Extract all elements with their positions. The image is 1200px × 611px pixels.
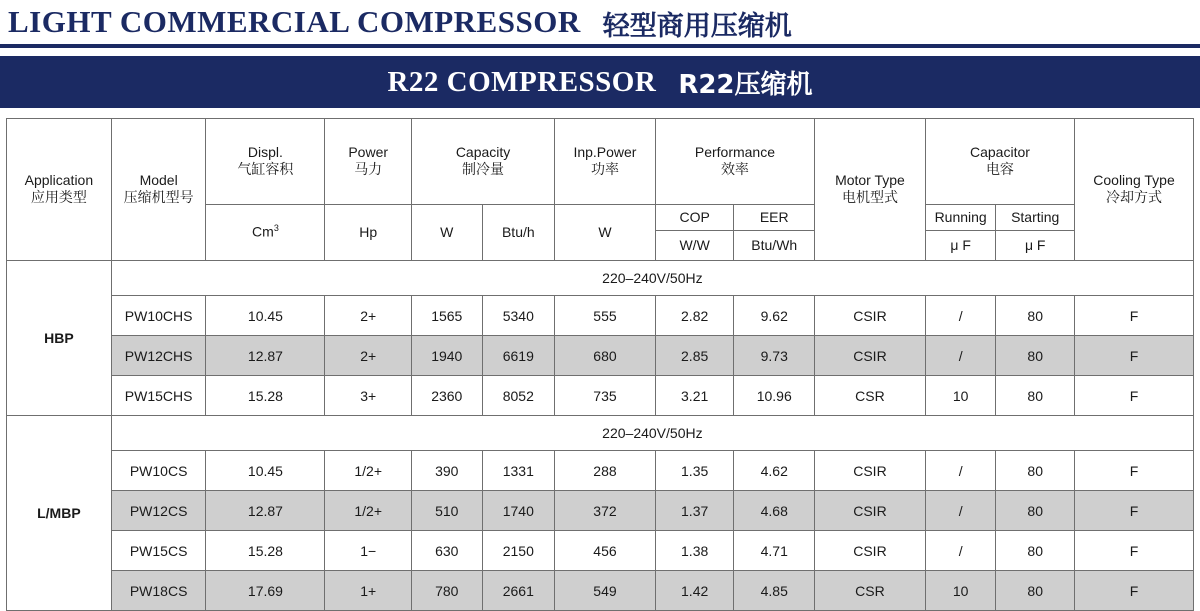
cell-capacity-w: 390 <box>412 451 483 491</box>
cell-application: L/MBP <box>7 416 112 611</box>
cell-cop: 1.37 <box>655 491 734 531</box>
cell-input-power: 735 <box>555 376 656 416</box>
cell-displacement: 17.69 <box>206 571 325 611</box>
section-title-en: R22 COMPRESSOR <box>387 65 657 98</box>
cell-application: HBP <box>7 261 112 416</box>
cell-capacity-w: 1940 <box>412 336 483 376</box>
cell-capacity-w: 780 <box>412 571 483 611</box>
table-row <box>7 491 1194 531</box>
cell-capacity-w: 510 <box>412 491 483 531</box>
cell-eer: 4.71 <box>734 531 815 571</box>
col-input-power <box>555 119 656 205</box>
col-capacitor-en: Capacitor <box>969 144 1030 160</box>
cell-capacity-w: 1565 <box>412 296 483 336</box>
col-model-en: Model <box>139 172 178 188</box>
cell-model: PW10CHS <box>111 296 206 336</box>
cell-eer: 10.96 <box>734 376 815 416</box>
col-cooling-type-cn: 冷却方式 <box>1106 189 1162 206</box>
table-row <box>7 571 1194 611</box>
cell-model: PW18CS <box>111 571 206 611</box>
cell-displacement: 12.87 <box>206 491 325 531</box>
cell-voltage: 220–240V/50Hz <box>111 261 1193 296</box>
cell-capacitor-running: / <box>925 336 996 376</box>
cell-cooling-type: F <box>1075 571 1194 611</box>
cell-model: PW10CS <box>111 451 206 491</box>
cell-model: PW12CHS <box>111 336 206 376</box>
table-header <box>7 119 1194 261</box>
table-body <box>7 261 1194 611</box>
unit-capacity-btu: Btu/h <box>482 205 555 261</box>
cell-input-power: 549 <box>555 571 656 611</box>
col-input-power-en: Inp.Power <box>573 144 637 160</box>
col-cooling-type-en: Cooling Type <box>1093 172 1175 188</box>
cell-capacitor-running: 10 <box>925 571 996 611</box>
cell-cop: 3.21 <box>655 376 734 416</box>
col-application-cn: 应用类型 <box>30 189 87 206</box>
unit-displacement-sup: 3 <box>273 223 279 234</box>
cell-displacement: 15.28 <box>206 376 325 416</box>
col-motor-type-cn: 电机型式 <box>841 189 898 206</box>
cell-capacitor-starting: 80 <box>996 376 1075 416</box>
cell-eer: 4.62 <box>734 451 815 491</box>
cell-capacitor-starting: 80 <box>996 336 1075 376</box>
cell-capacity-w: 2360 <box>412 376 483 416</box>
cell-motor-type: CSR <box>815 376 926 416</box>
cell-cop: 1.38 <box>655 531 734 571</box>
col-power-en: Power <box>348 144 389 160</box>
cell-capacitor-running: / <box>925 451 996 491</box>
cell-voltage: 220–240V/50Hz <box>111 416 1193 451</box>
table-row <box>7 296 1194 336</box>
cell-eer: 4.68 <box>734 491 815 531</box>
col-performance <box>655 119 814 205</box>
col-motor-type <box>815 119 926 261</box>
page-title-cn: 轻型商用压缩机 <box>602 11 792 42</box>
cell-motor-type: CSIR <box>815 451 926 491</box>
subcol-capacitor-starting: Starting <box>996 205 1075 231</box>
page-title-en: LIGHT COMMERCIAL COMPRESSOR <box>8 4 581 39</box>
unit-cop: W/W <box>655 231 734 261</box>
col-capacity-cn: 制冷量 <box>462 161 505 178</box>
col-displacement-en: Displ. <box>247 144 283 160</box>
cell-cooling-type: F <box>1075 376 1194 416</box>
cell-cooling-type: F <box>1075 491 1194 531</box>
cell-capacity-w: 630 <box>412 531 483 571</box>
cell-eer: 9.62 <box>734 296 815 336</box>
cell-eer: 4.85 <box>734 571 815 611</box>
unit-input-power: W <box>555 205 656 261</box>
cell-capacitor-starting: 80 <box>996 571 1075 611</box>
col-application <box>7 119 112 261</box>
table-row <box>7 376 1194 416</box>
col-input-power-cn: 功率 <box>590 161 619 178</box>
cell-cooling-type: F <box>1075 531 1194 571</box>
unit-displacement <box>206 205 325 261</box>
col-power <box>325 119 412 205</box>
cell-displacement: 12.87 <box>206 336 325 376</box>
col-performance-en: Performance <box>694 144 776 160</box>
cell-capacitor-running: / <box>925 296 996 336</box>
cell-capacitor-starting: 80 <box>996 296 1075 336</box>
col-performance-cn: 效率 <box>720 161 749 178</box>
cell-capacitor-starting: 80 <box>996 491 1075 531</box>
unit-capacitor-starting: μ F <box>996 231 1075 261</box>
cell-input-power: 555 <box>555 296 656 336</box>
cell-motor-type: CSIR <box>815 336 926 376</box>
document-header <box>0 0 1200 42</box>
cell-input-power: 680 <box>555 336 656 376</box>
cell-cop: 2.85 <box>655 336 734 376</box>
cell-power: 1+ <box>325 571 412 611</box>
cell-capacity-btu: 1740 <box>482 491 555 531</box>
cell-motor-type: CSR <box>815 571 926 611</box>
cell-motor-type: CSIR <box>815 531 926 571</box>
col-model <box>111 119 206 261</box>
cell-power: 1− <box>325 531 412 571</box>
col-displacement-cn: 气缸容积 <box>237 161 294 178</box>
cell-cooling-type: F <box>1075 336 1194 376</box>
cell-capacitor-starting: 80 <box>996 531 1075 571</box>
section-title-cn: R22压缩机 <box>678 69 813 100</box>
cell-cop: 1.42 <box>655 571 734 611</box>
unit-capacity-w: W <box>412 205 483 261</box>
cell-input-power: 372 <box>555 491 656 531</box>
cell-capacitor-starting: 80 <box>996 451 1075 491</box>
table-row <box>7 261 1194 296</box>
col-model-cn: 压缩机型号 <box>123 189 194 206</box>
cell-displacement: 10.45 <box>206 296 325 336</box>
header-divider <box>0 44 1200 48</box>
col-displacement <box>206 119 325 205</box>
subcol-capacitor-running: Running <box>925 205 996 231</box>
cell-input-power: 288 <box>555 451 656 491</box>
cell-power: 3+ <box>325 376 412 416</box>
section-banner <box>0 56 1200 108</box>
table-row <box>7 416 1194 451</box>
cell-motor-type: CSIR <box>815 296 926 336</box>
subcol-eer: EER <box>734 205 815 231</box>
cell-cop: 1.35 <box>655 451 734 491</box>
cell-capacitor-running: / <box>925 531 996 571</box>
unit-capacitor-running: μ F <box>925 231 996 261</box>
col-capacity <box>412 119 555 205</box>
cell-power: 1/2+ <box>325 491 412 531</box>
cell-displacement: 10.45 <box>206 451 325 491</box>
cell-capacity-btu: 8052 <box>482 376 555 416</box>
cell-power: 2+ <box>325 336 412 376</box>
cell-displacement: 15.28 <box>206 531 325 571</box>
col-capacitor <box>925 119 1074 205</box>
col-capacitor-cn: 电容 <box>985 161 1014 178</box>
cell-cooling-type: F <box>1075 451 1194 491</box>
cell-capacitor-running: / <box>925 491 996 531</box>
cell-motor-type: CSIR <box>815 491 926 531</box>
cell-input-power: 456 <box>555 531 656 571</box>
cell-capacity-btu: 5340 <box>482 296 555 336</box>
cell-power: 1/2+ <box>325 451 412 491</box>
subcol-cop: COP <box>655 205 734 231</box>
unit-power: Hp <box>325 205 412 261</box>
col-power-cn: 马力 <box>354 161 383 178</box>
cell-capacity-btu: 1331 <box>482 451 555 491</box>
cell-capacitor-running: 10 <box>925 376 996 416</box>
cell-capacity-btu: 6619 <box>482 336 555 376</box>
cell-cooling-type: F <box>1075 296 1194 336</box>
cell-capacity-btu: 2150 <box>482 531 555 571</box>
table-row <box>7 531 1194 571</box>
table-row <box>7 336 1194 376</box>
table-row <box>7 451 1194 491</box>
cell-eer: 9.73 <box>734 336 815 376</box>
col-capacity-en: Capacity <box>455 144 511 160</box>
cell-model: PW15CHS <box>111 376 206 416</box>
col-application-en: Application <box>24 172 94 188</box>
cell-capacity-btu: 2661 <box>482 571 555 611</box>
cell-cop: 2.82 <box>655 296 734 336</box>
col-motor-type-en: Motor Type <box>835 172 905 188</box>
cell-model: PW12CS <box>111 491 206 531</box>
cell-power: 2+ <box>325 296 412 336</box>
specification-table <box>6 118 1194 611</box>
col-cooling-type <box>1075 119 1194 261</box>
unit-displacement-text: Cm <box>252 224 274 241</box>
cell-model: PW15CS <box>111 531 206 571</box>
unit-eer: Btu/Wh <box>734 231 815 261</box>
